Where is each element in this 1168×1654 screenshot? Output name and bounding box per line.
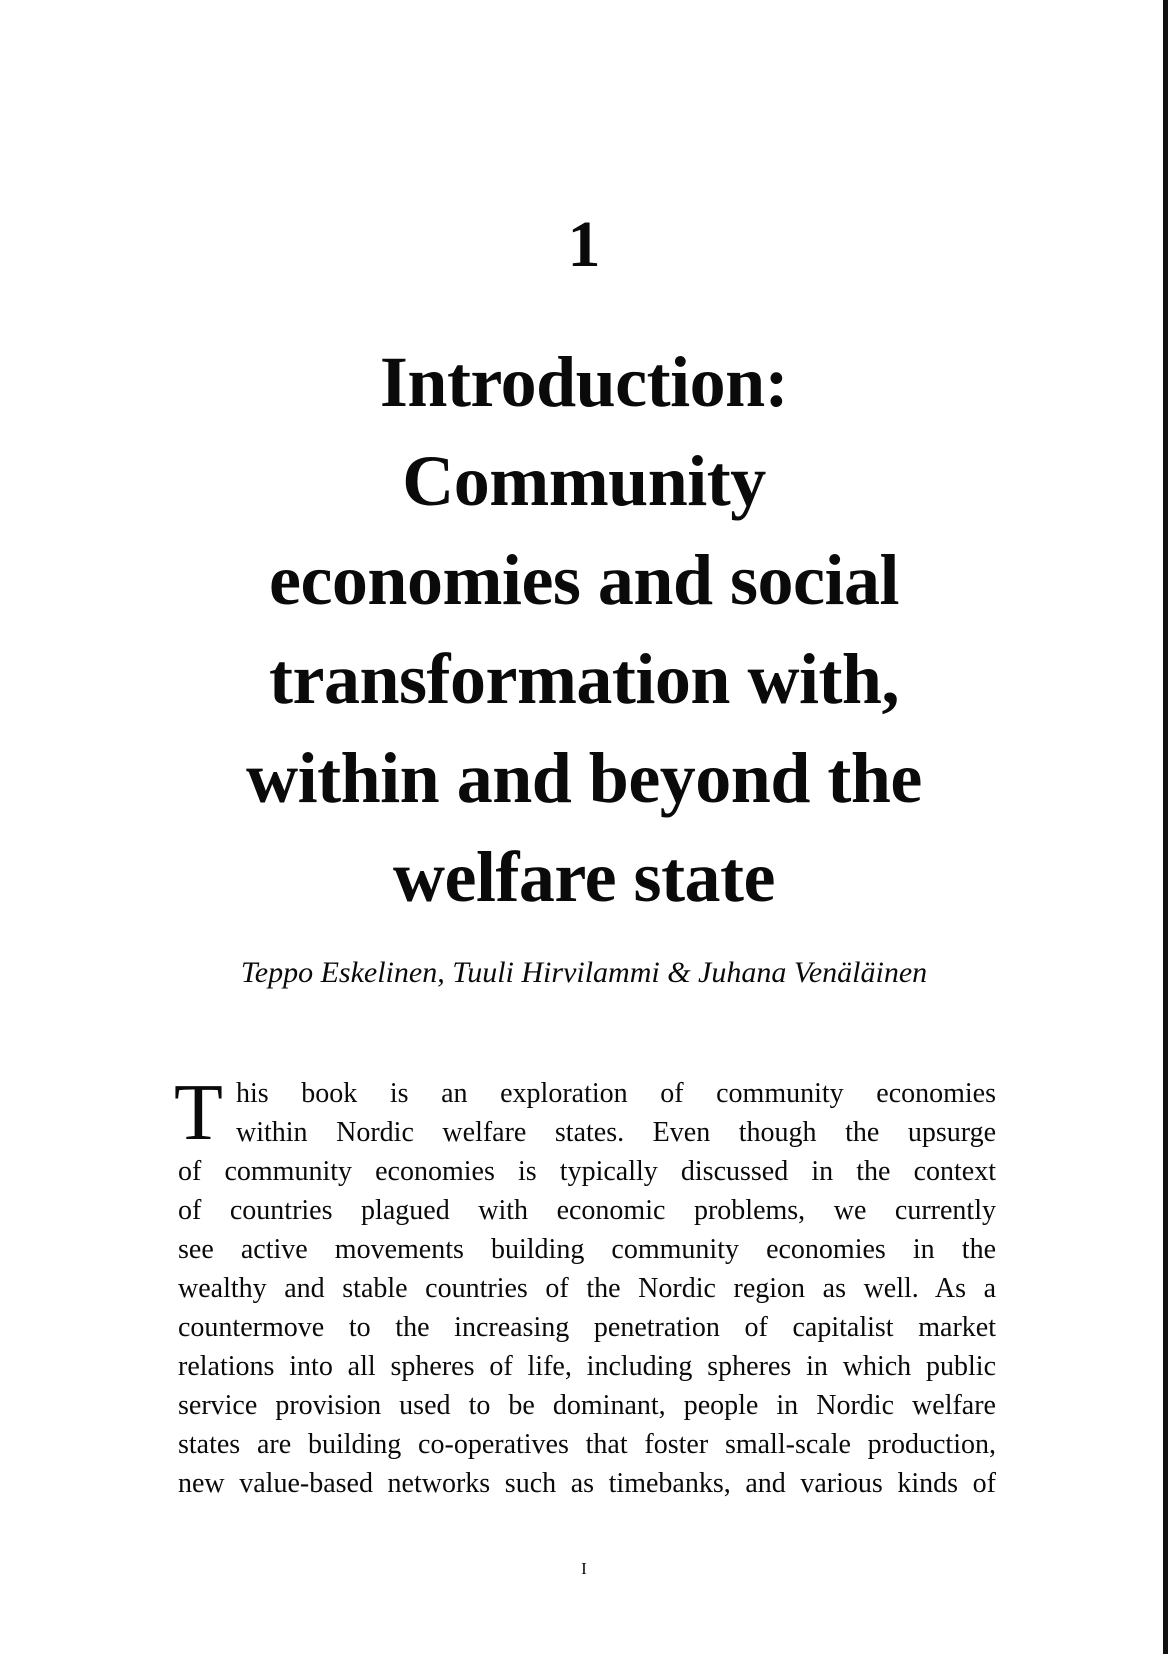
body-line: countermove to the increasing penetration of capitalist market: [178, 1312, 996, 1343]
chapter-authors: Teppo Eskelinen, Tuuli Hirvilammi & Juhana Venäläinen: [240, 956, 928, 989]
chapter-title-line: welfare state: [393, 837, 775, 917]
body-line: relations into all spheres of life, including spheres in which public: [178, 1351, 996, 1382]
page-number: I: [581, 1559, 587, 1578]
body-line: new value-based networks such as timebanks, and various kinds of: [178, 1468, 996, 1499]
chapter-title-line: economies and social: [269, 540, 899, 620]
chapter-title-line: Introduction:: [379, 342, 789, 422]
body-line: wealthy and stable countries of the Nordic region as well. As a: [178, 1273, 996, 1304]
drop-cap: T: [174, 1069, 223, 1157]
body-line: of countries plagued with economic problems, we currently: [178, 1195, 996, 1226]
body-line: within Nordic welfare states. Even though the upsurge: [236, 1117, 996, 1148]
body-paragraph: [174, 1069, 996, 1503]
chapter-title-line: within and beyond the: [246, 738, 922, 818]
body-line: his book is an exploration of community economies: [236, 1078, 996, 1109]
body-line: see active movements building community economies in the: [178, 1234, 996, 1265]
body-line: service provision used to be dominant, people in Nordic welfare: [178, 1390, 996, 1421]
body-line: of community economies is typically discussed in the context: [178, 1156, 996, 1187]
chapter-title-line: transformation with,: [269, 639, 899, 719]
chapter-title-line: Community: [402, 441, 766, 521]
body-line: states are building co-operatives that foster small-scale production,: [178, 1429, 996, 1460]
chapter-number: 1: [567, 208, 601, 281]
chapter-title: [150, 333, 1018, 927]
